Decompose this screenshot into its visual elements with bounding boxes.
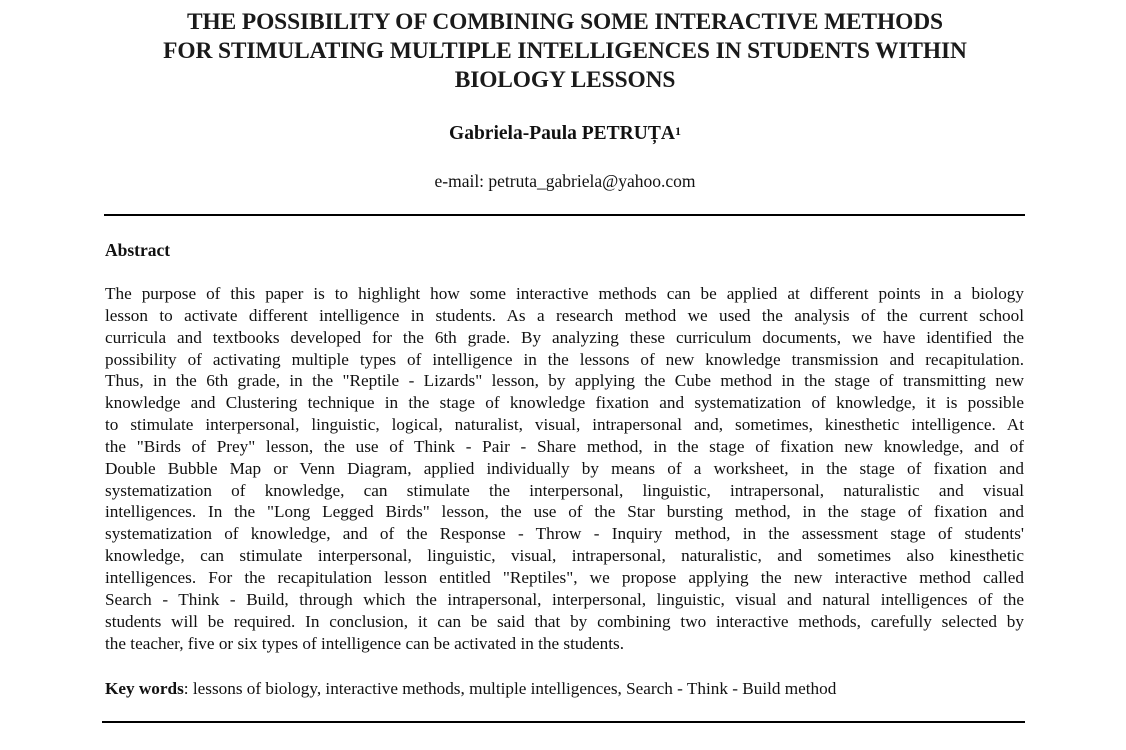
abstract-line: possibility of activating multiple types of intelligence in the lessons of new knowledge transmission and recapitulation. (105, 349, 1024, 369)
abstract-line: students will be required. In conclusion, it can be said that by combining two interactive methods, carefully selected by (105, 611, 1024, 631)
abstract-line: the "Birds of Prey" lesson, the use of Think - Pair - Share method, in the stage of fixation new knowledge, and of (105, 436, 1024, 456)
abstract-line: to stimulate interpersonal, linguistic, logical, naturalist, visual, intrapersonal and, sometimes, kinesthetic intelligence. At (105, 415, 1024, 435)
abstract-line: knowledge, can stimulate interpersonal, linguistic, visual, intrapersonal, naturalistic, and sometimes also kinesthetic (105, 546, 1024, 566)
keywords-text: : lessons of biology, interactive methods, multiple intelligences, Search - Think - Build method (183, 679, 837, 698)
footer-divider (102, 721, 1025, 723)
affiliation-mark: 1 (674, 124, 681, 138)
author-email: e-mail: petruta_gabriela@yahoo.com (434, 171, 696, 191)
abstract-line: intelligences. For the recapitulation lesson entitled "Reptiles", we propose applying the new interactive method called (105, 567, 1024, 587)
abstract-line: curricula and textbooks developed for the 6th grade. By analyzing these curriculum documents, we have identified the (105, 327, 1024, 347)
abstract-line: systematization of knowledge, and of the Response - Throw - Inquiry method, in the assessment stage of students' (105, 524, 1024, 544)
abstract-line: intelligences. In the "Long Legged Birds" lesson, the use of the Star bursting method, in the stage of fixation and (105, 502, 1024, 522)
author-name: Gabriela-Paula PETRUȚA (449, 123, 675, 144)
paper-title (100, 8, 1030, 95)
paper-title-line: FOR STIMULATING MULTIPLE INTELLIGENCES IN STUDENTS WITHIN (163, 38, 967, 64)
abstract-line: Thus, in the 6th grade, in the "Reptile - Lizards" lesson, by applying the Cube method in the stage of transmitting new (105, 371, 1024, 391)
abstract-line: the teacher, five or six types of intelligence can be activated in the students. (105, 633, 625, 653)
keywords (105, 678, 1024, 700)
keywords-label: Key words (105, 679, 184, 698)
paper-title-line: THE POSSIBILITY OF COMBINING SOME INTERACTIVE METHODS (187, 9, 943, 35)
abstract-line: The purpose of this paper is to highlight how some interactive methods can be applied at different points in a biology (105, 284, 1024, 303)
header-divider (104, 214, 1025, 216)
abstract-line: Double Bubble Map or Venn Diagram, applied individually by means of a worksheet, in the stage of fixation and (105, 458, 1024, 478)
author-line (100, 122, 1030, 146)
abstract-line: lesson to activate different intelligence in students. As a research method we used the analysis of the current school (105, 305, 1024, 325)
paper-title-line: BIOLOGY LESSONS (454, 67, 676, 93)
abstract-heading: Abstract (105, 240, 171, 260)
abstract-line: systematization of knowledge, can stimulate the interpersonal, linguistic, intrapersonal, naturalistic and visual (105, 480, 1024, 500)
abstract-line: Search - Think - Build, through which the intrapersonal, interpersonal, linguistic, visual and natural intelligences of the (105, 589, 1024, 609)
abstract-line: knowledge and Clustering technique in the stage of knowledge fixation and systematization of knowledge, it is possible (105, 393, 1024, 413)
abstract-body (105, 283, 1024, 654)
